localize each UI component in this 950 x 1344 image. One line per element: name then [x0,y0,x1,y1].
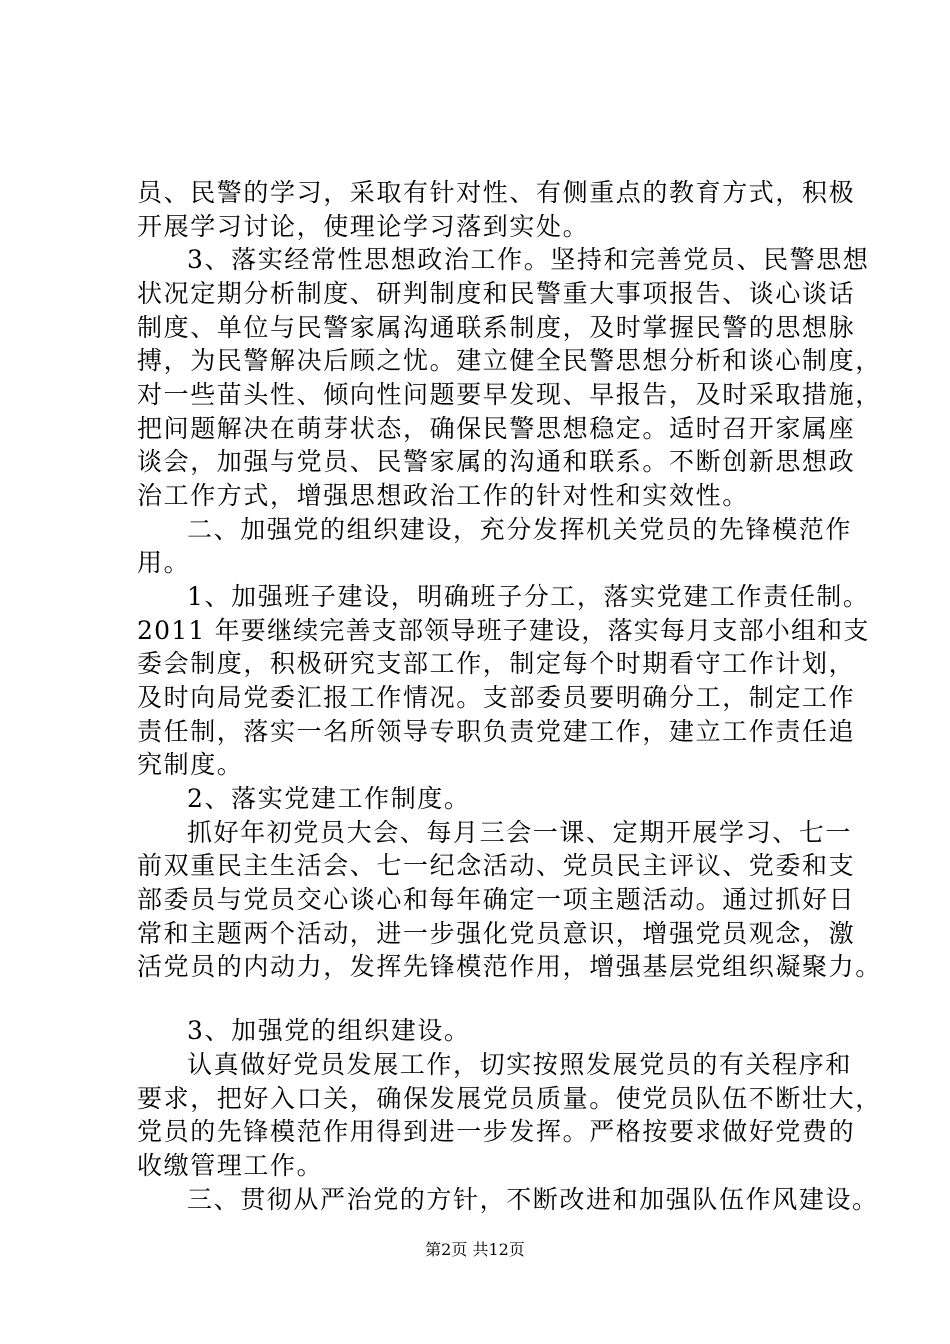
text-line: 员、民警的学习，采取有针对性、有侧重点的教育方式，积极 [137,178,856,207]
text-line: 状况定期分析制度、研判制度和民警重大事项报告、谈心谈话 [137,279,856,308]
text-line: 搏，为民警解决后顾之忧。建立健全民警思想分析和谈心制度， [137,346,882,375]
text-line: 3、加强党的组织建设。 [187,1016,471,1045]
text-line: 要求，把好入口关，确保发展党员质量。使党员队伍不断壮大， [137,1084,882,1113]
text-line: 及时向局党委汇报工作情况。支部委员要明确分工，制定工作 [137,683,856,712]
text-line: 治工作方式，增强思想政治工作的针对性和实效性。 [137,481,749,510]
section-heading: 二、加强党的组织建设，充分发挥机关党员的先锋模范作 [187,515,853,544]
text-line: 1、加强班子建设，明确班子分工，落实党建工作责任制。 [187,582,870,611]
text-line: 开展学习讨论，使理论学习落到实处。 [137,212,590,241]
page-footer: 第2页 共12页 [425,1240,525,1259]
text-line: 常和主题两个活动，进一步强化党员意识，增强党员观念，激 [137,919,856,948]
text-line: 前双重民主生活会、七一纪念活动、党员民主评议、党委和支 [137,851,856,880]
text-line: 责任制，落实一名所领导专职负责党建工作，建立工作责任追 [137,717,856,746]
text-line: 党员的先锋模范作用得到进一步发挥。严格按要求做好党费的 [137,1117,856,1146]
text-line: 谈会，加强与党员、民警家属的沟通和联系。不断创新思想政 [137,447,856,476]
text-line: 2、落实党建工作制度。 [187,784,471,813]
text-line: 委会制度，积极研究支部工作，制定每个时期看守工作计划， [137,649,856,678]
text-line: 2011 年要继续完善支部领导班子建设，落实每月支部小组和支 [137,616,870,645]
text-line: 制度、单位与民警家属沟通联系制度，及时掌握民警的思想脉 [137,313,856,342]
section-heading: 用。 [137,548,191,577]
text-line: 抓好年初党员大会、每月三会一课、定期开展学习、七一 [187,818,853,847]
text-line: 认真做好党员发展工作，切实按照发展党员的有关程序和 [187,1050,853,1079]
section-heading: 三、贯彻从严治党的方针，不断改进和加强队伍作风建设。 [187,1185,879,1214]
text-line: 3、落实经常性思想政治工作。坚持和完善党员、民警思想 [187,245,870,274]
text-line: 活党员的内动力，发挥先锋模范作用，增强基层党组织凝聚力。 [137,952,882,981]
text-line: 究制度。 [137,750,244,779]
text-line: 部委员与党员交心谈心和每年确定一项主题活动。通过抓好日 [137,885,856,914]
text-line: 对一些苗头性、倾向性问题要早发现、早报告，及时采取措施， [137,380,882,409]
text-line: 收缴管理工作。 [137,1151,324,1180]
text-line: 把问题解决在萌芽状态，确保民警思想稳定。适时召开家属座 [137,414,856,443]
